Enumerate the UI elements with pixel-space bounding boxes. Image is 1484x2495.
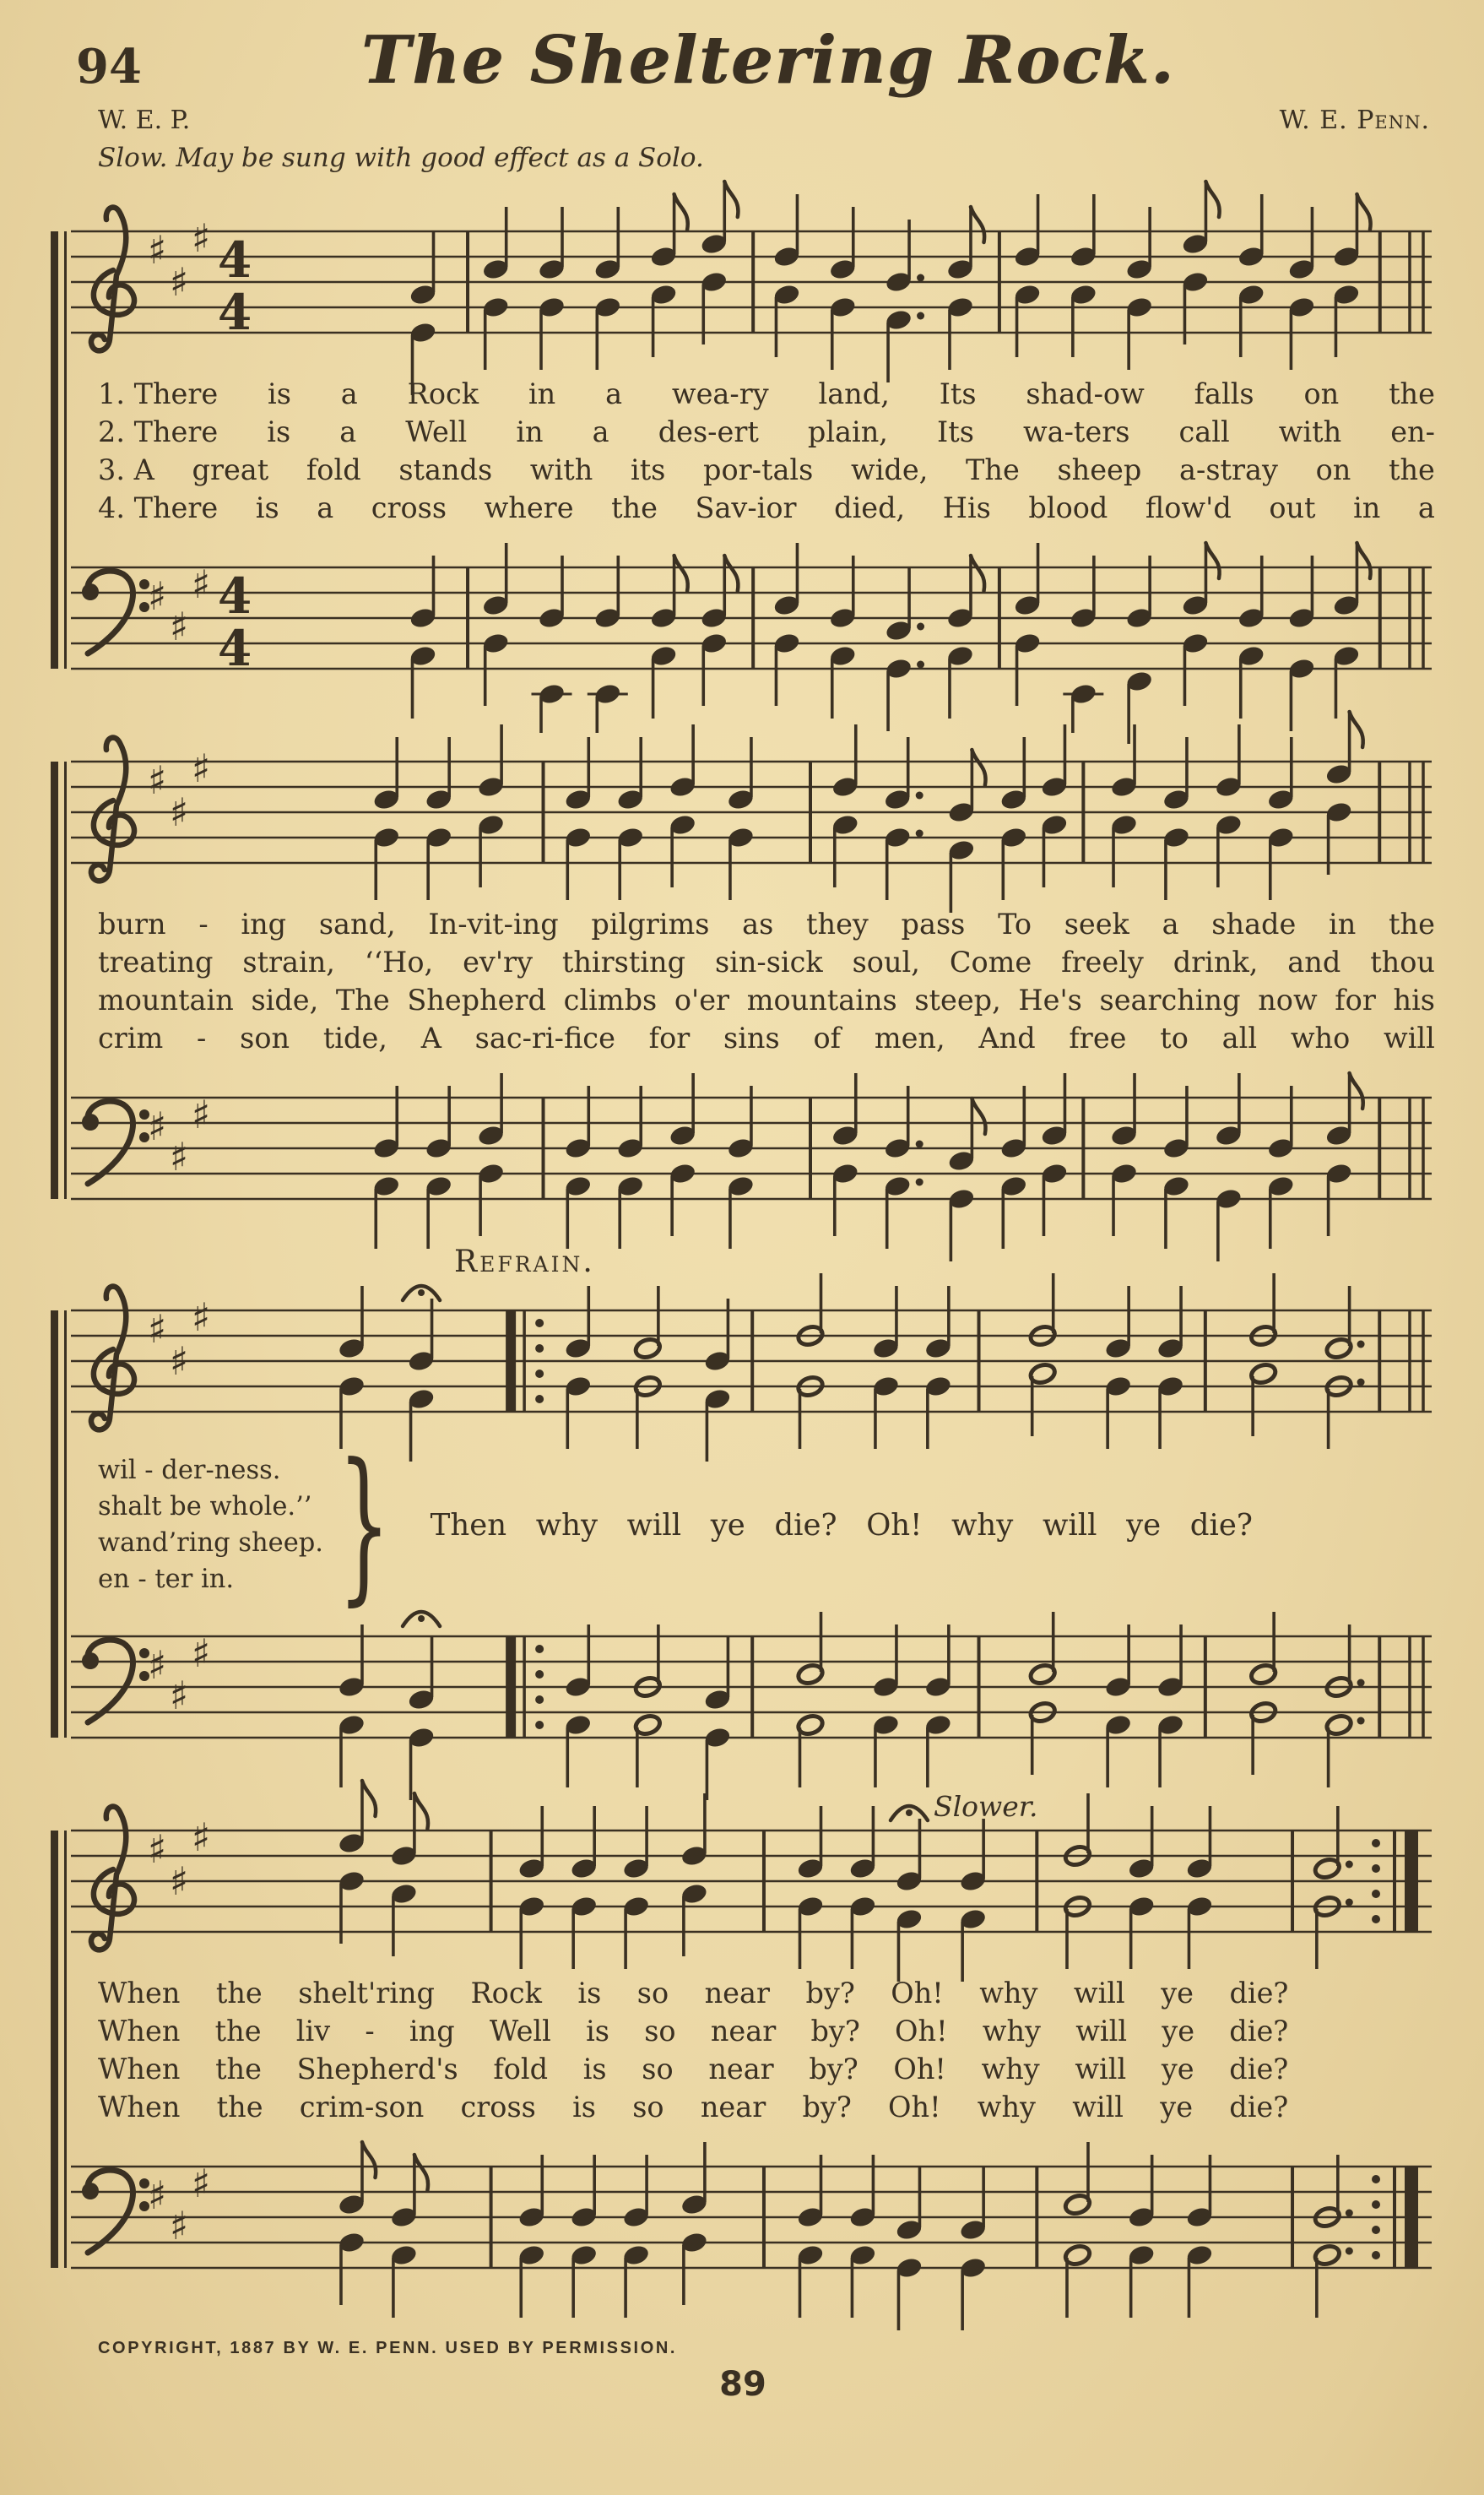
lyric-word: side, xyxy=(251,984,319,1017)
svg-text:4: 4 xyxy=(217,231,252,289)
lyric-word: why xyxy=(535,1507,598,1543)
lyric-word: Oh! xyxy=(891,1977,944,2010)
lyric-word: the xyxy=(215,2053,262,2085)
lyric-word: 4. There xyxy=(98,491,219,524)
refrain-lyric-line xyxy=(412,1508,1435,1543)
lyric-word: And xyxy=(978,1022,1036,1055)
lyric-word: Sav-ior xyxy=(695,491,797,524)
lyric-word: Oh! xyxy=(888,2091,941,2123)
lyric-line xyxy=(98,1019,1435,1057)
treble-clef-icon xyxy=(91,1287,134,1430)
bass-clef-icon xyxy=(82,571,149,654)
lyric-word: crim xyxy=(98,1022,164,1055)
lyric-word: by? xyxy=(802,2091,852,2123)
lyric-word: will xyxy=(1072,2091,1124,2123)
lyric-word: its xyxy=(630,453,666,486)
lyric-word: is xyxy=(582,2053,607,2085)
lyric-word: near xyxy=(704,1977,770,2010)
lyric-word: will xyxy=(1075,2053,1127,2085)
lyric-word: His xyxy=(942,491,991,524)
lyric-word: die? xyxy=(1189,1507,1253,1543)
svg-text:♯: ♯ xyxy=(169,1858,189,1904)
music-system-4 xyxy=(51,1797,1435,2302)
lyric-word: The xyxy=(335,984,390,1017)
verse-ending: shalt be whole.’’ xyxy=(98,1492,312,1521)
lyric-word: wea-ry xyxy=(671,377,769,410)
verse-ending: wand’ring sheep. xyxy=(98,1528,323,1558)
lyric-word: of xyxy=(813,1022,842,1055)
lyric-word: and xyxy=(1287,946,1341,979)
svg-text:♯: ♯ xyxy=(147,757,167,803)
lyric-word: ye xyxy=(1162,2015,1195,2048)
lyric-word: ye xyxy=(1161,2053,1194,2085)
lyric-word: mountains xyxy=(746,984,897,1017)
lyric-word: die? xyxy=(774,1507,837,1543)
treble-staff-1 xyxy=(51,198,1435,366)
svg-text:♯: ♯ xyxy=(169,1338,189,1384)
lyric-word: ev'ry xyxy=(463,946,533,979)
lyric-word: liv xyxy=(295,2015,331,2048)
lyric-word: searching xyxy=(1099,984,1241,1017)
bass-clef-icon xyxy=(82,2170,149,2253)
lyric-word: great xyxy=(192,453,269,486)
lyric-word: is xyxy=(572,2091,596,2123)
lyric-word: to xyxy=(1160,1022,1189,1055)
lyric-word: a xyxy=(339,415,357,448)
lyric-word: pilgrims xyxy=(591,908,710,941)
lyric-line xyxy=(98,375,1435,413)
svg-text:♯: ♯ xyxy=(147,1826,167,1872)
lyric-word: by? xyxy=(810,2015,860,2048)
lyric-word: sac-ri-fice xyxy=(474,1022,615,1055)
lyric-word: is xyxy=(577,1977,602,2010)
lyric-line xyxy=(98,905,1435,943)
lyric-word: die? xyxy=(1229,2053,1289,2085)
lyric-word: die? xyxy=(1229,1977,1289,2010)
lyric-line xyxy=(98,451,1435,489)
svg-text:♯: ♯ xyxy=(191,1814,211,1860)
svg-text:♯: ♯ xyxy=(147,1642,167,1688)
lyric-word: 3. A xyxy=(98,453,154,486)
svg-text:♯: ♯ xyxy=(169,1673,189,1718)
lyric-word: a xyxy=(605,377,623,410)
lyric-word: is xyxy=(267,415,291,448)
lyric-word: ing xyxy=(241,908,287,941)
lyric-word: sand, xyxy=(318,908,396,941)
lyric-word: strain, xyxy=(242,946,335,979)
lyric-word: por-tals xyxy=(703,453,814,486)
lyric-word: freely xyxy=(1061,946,1144,979)
bass-clef-icon xyxy=(82,1640,149,1722)
lyric-word: why xyxy=(981,2053,1040,2085)
lyric-word: Shepherd's xyxy=(296,2053,458,2085)
treble-clef-icon xyxy=(91,208,134,351)
lyric-word: tide, xyxy=(322,1022,387,1055)
lyric-word: mountain xyxy=(98,984,234,1017)
lyric-word: son xyxy=(240,1022,290,1055)
lyric-word: o'er xyxy=(674,984,730,1017)
lyric-word: He's xyxy=(1018,984,1082,1017)
page-title: The Sheltering Rock. xyxy=(360,22,1176,99)
fermata-icon xyxy=(403,1286,440,1300)
lyric-line xyxy=(98,2050,1288,2088)
lyric-word: Its xyxy=(939,377,977,410)
time-signature xyxy=(218,567,252,677)
lyric-word: des-ert xyxy=(658,415,759,448)
treble-staff-2 xyxy=(51,728,1435,897)
lyric-word: A xyxy=(420,1022,441,1055)
tempo-direction: Slow. May be sung with good effect as a Solo. xyxy=(98,143,704,173)
book-page-number: 89 xyxy=(719,2365,766,2404)
page-header xyxy=(51,17,1435,182)
svg-text:♯: ♯ xyxy=(191,2161,211,2206)
lyric-word: thirsting xyxy=(561,946,686,979)
lyric-word: who xyxy=(1290,1022,1351,1055)
lyric-word: plain, xyxy=(807,415,888,448)
lyric-word: die? xyxy=(1229,2091,1289,2123)
lyric-word: they xyxy=(806,908,869,941)
slower-label: Slower. xyxy=(934,1790,1038,1823)
svg-text:♯: ♯ xyxy=(191,1294,211,1340)
lyric-word: out xyxy=(1269,491,1316,524)
music-system-refrain xyxy=(51,1277,1435,1771)
lyric-word: the xyxy=(1389,908,1435,941)
lyric-word: with xyxy=(1278,415,1342,448)
lyric-word: by? xyxy=(805,1977,855,2010)
svg-text:♯: ♯ xyxy=(191,1092,211,1137)
lyric-word: 1. There xyxy=(98,377,219,410)
refrain-label: Refrain. xyxy=(454,1245,595,1279)
lyric-word: fold xyxy=(306,453,361,486)
lyric-word: ye xyxy=(1161,1977,1194,2010)
verse-lines-4 xyxy=(51,1966,1288,2133)
lyric-word: climbs xyxy=(563,984,658,1017)
lyric-word: so xyxy=(636,1977,669,2010)
lyric-word: Oh! xyxy=(895,2015,948,2048)
svg-text:♯: ♯ xyxy=(169,604,189,649)
lyric-word: shelt'ring xyxy=(298,1977,435,2010)
treble-staff-refrain xyxy=(51,1277,1435,1445)
lyric-word: flow'd xyxy=(1145,491,1232,524)
bass-staff-1 xyxy=(51,534,1435,702)
svg-text:♯: ♯ xyxy=(191,746,211,791)
key-signature xyxy=(148,746,210,835)
lyric-word: a xyxy=(1417,491,1435,524)
copyright-notice: COPYRIGHT, 1887 BY W. E. PENN. USED BY PERMISSION. xyxy=(98,2339,678,2357)
refrain-lyrics-block xyxy=(51,1429,1435,1621)
key-signature xyxy=(148,1630,210,1718)
lyric-word: by? xyxy=(809,2053,858,2085)
lyric-word: Oh! xyxy=(866,1507,923,1543)
lyric-word: - xyxy=(198,908,209,941)
lyric-word: on xyxy=(1315,453,1351,486)
note-column-group xyxy=(372,1073,1363,1261)
lyric-word: men, xyxy=(874,1022,945,1055)
lyric-word: Come xyxy=(949,946,1032,979)
lyric-line xyxy=(98,413,1435,451)
lyric-word: why xyxy=(951,1507,1014,1543)
lyric-word: treating xyxy=(98,946,214,979)
note-column-group xyxy=(338,1612,1365,1800)
lyric-word: the xyxy=(214,2015,262,2048)
lyricist-credit: W. E. P. xyxy=(98,106,191,135)
lyric-word: the xyxy=(216,2091,263,2123)
lyric-word: When xyxy=(98,2091,181,2123)
treble-staff-4 xyxy=(51,1797,1435,1966)
music-system-1 xyxy=(51,198,1435,702)
lyric-word: Well xyxy=(489,2015,551,2048)
lyric-word: ye xyxy=(710,1507,745,1543)
lyric-word: seek xyxy=(1064,908,1129,941)
lyric-word: for xyxy=(648,1022,691,1055)
svg-text:4: 4 xyxy=(217,620,252,677)
lyric-word: die? xyxy=(1229,2015,1289,2048)
lyric-line xyxy=(98,1974,1288,2012)
lyric-word: the xyxy=(1389,377,1435,410)
lyric-word: drink, xyxy=(1173,946,1259,979)
lyric-word: why xyxy=(977,2091,1036,2123)
lyric-word: - xyxy=(365,2015,375,2048)
lyric-word: a xyxy=(340,377,358,410)
lyric-word: in xyxy=(1353,491,1381,524)
lyric-word: so xyxy=(632,2091,664,2123)
lyric-word: in xyxy=(1329,908,1357,941)
hymn-number: 94 xyxy=(76,39,142,95)
verse-ending: wil - der-ness. xyxy=(98,1456,281,1485)
verse-lines-1 xyxy=(51,366,1435,534)
lyric-word: land, xyxy=(818,377,890,410)
lyric-word: so xyxy=(644,2015,676,2048)
lyric-word: Then xyxy=(430,1507,507,1543)
bass-staff-2 xyxy=(51,1064,1435,1233)
lyric-word: a xyxy=(317,491,334,524)
svg-text:4: 4 xyxy=(217,567,252,625)
lyric-word: sin-sick xyxy=(714,946,823,979)
music-system-2 xyxy=(51,728,1435,1233)
key-signature xyxy=(148,1294,210,1384)
lyric-word: on xyxy=(1303,377,1340,410)
lyric-word: his xyxy=(1393,984,1435,1017)
lyric-word: will xyxy=(1073,1977,1125,2010)
ending-brace: } xyxy=(338,1429,391,1621)
lyric-word: When xyxy=(98,2015,181,2048)
bass-staff-4 xyxy=(51,2133,1435,2302)
lyric-word: Rock xyxy=(407,377,479,410)
lyric-word: will xyxy=(1075,2015,1128,2048)
bass-clef-icon xyxy=(82,1101,149,1184)
key-signature xyxy=(148,2161,210,2248)
lyric-word: Oh! xyxy=(893,2053,946,2085)
lyric-word: 2. There xyxy=(98,415,219,448)
lyric-word: near xyxy=(710,2015,777,2048)
lyric-word: the xyxy=(215,1977,263,2010)
svg-text:♯: ♯ xyxy=(169,1134,189,1180)
note-column-group xyxy=(409,182,1371,395)
svg-text:♯: ♯ xyxy=(191,561,211,607)
key-signature xyxy=(148,1814,210,1904)
svg-text:♯: ♯ xyxy=(191,1630,211,1676)
lyric-line xyxy=(98,489,1435,527)
lyric-word: a-stray xyxy=(1179,453,1278,486)
lyric-word: Its xyxy=(937,415,974,448)
verse-ending: en - ter in. xyxy=(98,1565,235,1594)
time-signature xyxy=(218,231,252,341)
lyric-word: When xyxy=(98,1977,181,2010)
lyric-word: When xyxy=(98,2053,181,2085)
lyric-word: en- xyxy=(1390,415,1435,448)
treble-clef-icon xyxy=(91,1807,134,1950)
lyric-word: so xyxy=(642,2053,674,2085)
lyric-word: will xyxy=(1384,1022,1435,1055)
lyric-word: stands xyxy=(398,453,493,486)
lyric-word: wa-ters xyxy=(1022,415,1130,448)
lyric-word: all xyxy=(1221,1022,1258,1055)
svg-text:♯: ♯ xyxy=(147,2172,167,2218)
lyric-word: near xyxy=(708,2053,774,2085)
lyric-word: ye xyxy=(1126,1507,1162,1543)
lyric-word: the xyxy=(1389,453,1435,486)
lyric-word: a xyxy=(1162,908,1179,941)
attribution-row xyxy=(51,105,1435,135)
lyric-word: pass xyxy=(901,908,966,941)
lyric-word: The xyxy=(966,453,1020,486)
lyric-word: a xyxy=(592,415,609,448)
svg-text:4: 4 xyxy=(217,284,252,341)
note-column-group xyxy=(338,1273,1365,1462)
svg-text:♯: ♯ xyxy=(147,1104,167,1149)
lyric-word: ‘‘Ho, xyxy=(364,946,434,979)
bass-staff-refrain xyxy=(51,1603,1435,1771)
lyric-word: in xyxy=(528,377,556,410)
lyric-word: To xyxy=(998,908,1032,941)
lyric-word: for xyxy=(1335,984,1376,1017)
lyric-word: call xyxy=(1178,415,1230,448)
fermata-icon xyxy=(403,1612,440,1626)
fermata-icon xyxy=(891,1806,928,1820)
lyric-word: as xyxy=(742,908,774,941)
lyric-word: cross xyxy=(460,2091,536,2123)
lyric-word: will xyxy=(1042,1507,1097,1543)
svg-text:♯: ♯ xyxy=(147,1306,167,1352)
lyric-word: sins xyxy=(723,1022,780,1055)
lyric-word: shade xyxy=(1211,908,1297,941)
lyric-word: sheep xyxy=(1057,453,1142,486)
lyric-word: ye xyxy=(1160,2091,1194,2123)
lyric-word: why xyxy=(982,2015,1041,2048)
lyric-word: - xyxy=(197,1022,207,1055)
lyric-word: with xyxy=(529,453,593,486)
lyric-word: why xyxy=(979,1977,1038,2010)
lyric-word: in xyxy=(516,415,544,448)
lyric-word: Rock xyxy=(470,1977,542,2010)
lyric-line xyxy=(98,2088,1288,2126)
lyric-word: will xyxy=(626,1507,682,1543)
lyric-line xyxy=(98,981,1435,1019)
lyric-word: thou xyxy=(1370,946,1435,979)
lyric-word: is xyxy=(268,377,291,410)
lyric-word: crim-son xyxy=(299,2091,425,2123)
key-signature xyxy=(148,1092,210,1180)
lyric-word: blood xyxy=(1028,491,1108,524)
svg-text:♯: ♯ xyxy=(169,259,189,305)
svg-text:♯: ♯ xyxy=(169,789,189,835)
lyric-word: burn xyxy=(98,908,166,941)
svg-text:♯: ♯ xyxy=(191,215,211,261)
lyric-word: where xyxy=(484,491,574,524)
lyric-word: soul, xyxy=(852,946,920,979)
lyric-word: now xyxy=(1258,984,1318,1017)
lyric-word: steep, xyxy=(914,984,1001,1017)
lyric-word: Well xyxy=(405,415,468,448)
lyric-word: died, xyxy=(834,491,906,524)
svg-text:♯: ♯ xyxy=(147,227,167,273)
lyric-word: cross xyxy=(371,491,447,524)
svg-text:♯: ♯ xyxy=(169,2203,189,2248)
lyric-word: falls xyxy=(1194,377,1254,410)
lyric-word: Shepherd xyxy=(407,984,546,1017)
key-signature xyxy=(148,215,210,305)
lyric-word: free xyxy=(1069,1022,1127,1055)
lyric-word: shad-ow xyxy=(1026,377,1145,410)
lyric-word: wide, xyxy=(851,453,929,486)
lyric-word: fold xyxy=(493,2053,549,2085)
lyric-word: is xyxy=(255,491,279,524)
lyric-word: ing xyxy=(409,2015,455,2048)
treble-clef-icon xyxy=(91,738,134,881)
lyric-line xyxy=(98,2012,1288,2050)
verse-ending-lines xyxy=(98,1452,323,1597)
svg-text:♯: ♯ xyxy=(147,573,167,619)
key-signature xyxy=(148,561,210,649)
lyric-word: near xyxy=(700,2091,766,2123)
lyric-word: In-vit-ing xyxy=(428,908,559,941)
page-footer xyxy=(51,2339,1435,2404)
verse-lines-2 xyxy=(51,897,1435,1064)
lyric-word: is xyxy=(586,2015,609,2048)
lyric-line xyxy=(98,943,1435,981)
lyric-word: the xyxy=(611,491,658,524)
composer-credit: W. E. Penn. xyxy=(1279,106,1430,135)
